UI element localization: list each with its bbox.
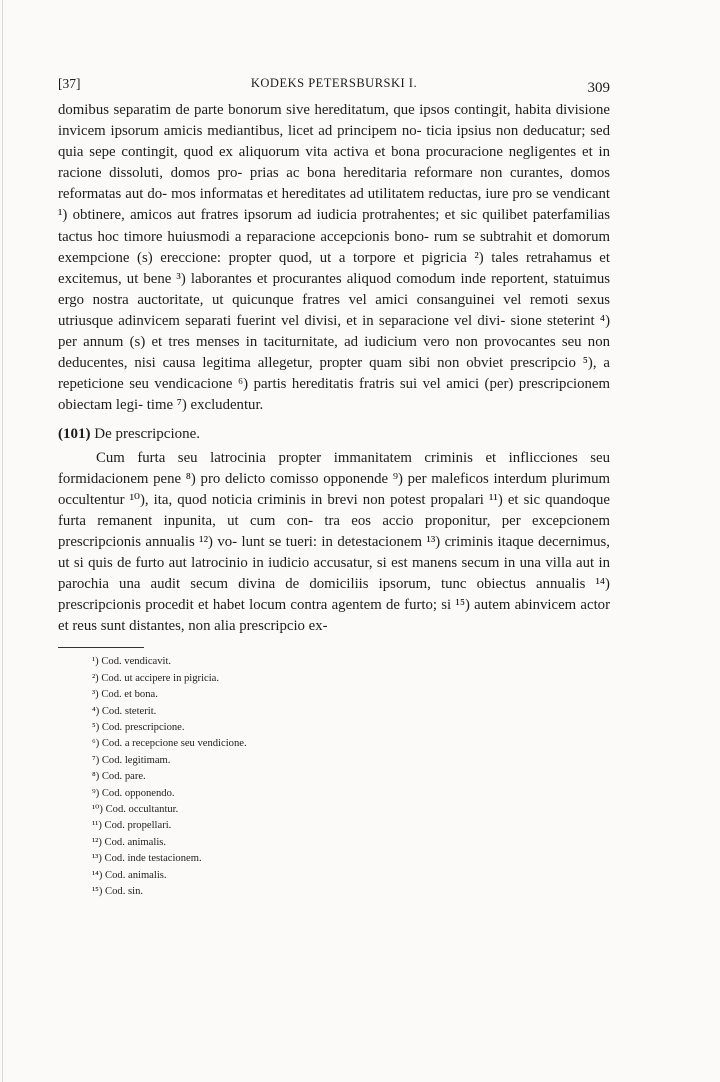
- running-header: [58, 70, 610, 96]
- text-line: paterfamilias tactus hoc timore huiusmodi a reparacione accepcionis bono-: [58, 207, 611, 245]
- text-line: sione steterint ⁴) per annum (s) et tres menses in taciturnitate, ad iudicium: [58, 312, 610, 351]
- footnote: ¹⁰) Cod. occultantur.: [92, 804, 179, 815]
- text-line: partis hereditatis fratris sui vel amici (per) prescripcionem obiectam legi-: [58, 376, 610, 414]
- text-line: vero non provocantes seu non deducentes, nisi causa legitima allegetur,: [58, 334, 610, 372]
- footnote: ¹⁴) Cod. animalis.: [92, 869, 167, 881]
- header-title: KODEKS PETERSBURSKI I.: [250, 76, 418, 90]
- text-line: a torpore et pigricia ²) tales retrahamus et excitemus, ut bene ³) laborantes: [58, 249, 610, 287]
- section-heading: [58, 424, 610, 445]
- paragraph-prescripcione: [58, 448, 610, 638]
- text-line: interdum plurimum occultentur ¹⁰), ita, quod noticia criminis in brevi non: [58, 470, 610, 508]
- text-line: potest propalari ¹¹) et sic quandoque furta remanent inpunita, ut cum con-: [58, 491, 611, 529]
- text-line: domibus separatim de parte bonorum sive hereditatum, que ipsos contingit,: [58, 102, 511, 118]
- footnote-divider: [58, 647, 144, 648]
- footnote: ⁸) Cod. pare.: [92, 771, 146, 783]
- text-line: habita divisione invicem ipsorum amicis mediantibus, licet ad principem no-: [58, 102, 610, 140]
- footnote: ¹²) Cod. animalis.: [92, 836, 167, 848]
- text-line: aut in parochia una audit secum divina de domiciliis ipsorum, tunc obiectus: [58, 554, 611, 593]
- text-line: activa et bona procuracione negligentes et in racione dissoluti, domos pro-: [58, 144, 611, 182]
- main-text: [58, 100, 610, 637]
- paragraph-continuation: [58, 100, 610, 416]
- footnote: ²) Cod. ut accipere in pigricia.: [92, 672, 220, 684]
- footnote: ¹) Cod. vendicavit.: [92, 656, 172, 668]
- footnotes: [92, 654, 610, 900]
- text-line: et procurantes aliquod comodum inde reportent, statuimus ergo nostra: [58, 270, 611, 308]
- text-line: tra eos accio proponitur, per excepcionem prescripcionis annualis ¹²) vo-: [58, 512, 611, 550]
- text-line: time ⁷) excludentur.: [146, 397, 264, 414]
- header-section-number: [37]: [58, 76, 81, 91]
- text-line: Cum furta seu latrocinia propter immanitatem criminis et inflicciones: [96, 449, 578, 466]
- footnote: ¹³) Cod. inde testacionem.: [92, 853, 202, 865]
- text-line: lunt se tueri: in detestacionem ¹³) criminis itaque decernimus, ut si quis de: [58, 533, 610, 571]
- page-number: 309: [587, 80, 610, 96]
- footnote: ¹¹) Cod. propellari.: [92, 820, 172, 832]
- text-line: mos informatas et hereditates ad utilitatem reductas, iure pro se vendicant ¹): [58, 186, 610, 224]
- section-number: (101): [58, 426, 91, 443]
- footnote: ⁷) Cod. legitimam.: [92, 754, 171, 766]
- text-line: annualis ¹⁴) prescripcionis procedit et habet locum contra agentem de furto;: [58, 576, 610, 614]
- text-line: utriusque adinvicem separati fuerint vel divisi, et in separacione vel divi-: [58, 312, 506, 329]
- text-line: propter quam sibi non obviet prescripcio ⁵), a repeticione seu vendicacione ⁶): [58, 355, 610, 393]
- book-page: [58, 70, 610, 900]
- footnote: ³) Cod. et bona.: [92, 689, 158, 701]
- footnote: ⁹) Cod. opponendo.: [92, 787, 175, 799]
- section-title: De prescripcione.: [94, 426, 201, 443]
- text-line: seu formidacionem pene ⁸) pro delicto comisso opponende ⁹) per maleficos: [58, 449, 611, 487]
- footnote: ¹⁵) Cod. sin.: [92, 886, 144, 898]
- text-line: ticia ipsius non deducatur; sed quia sepe contingit, quod ex aliquorum vita: [58, 123, 610, 161]
- text-line: si ¹⁵) autem abinvicem actor et reus sunt distantes, non alia prescripcio ex-: [58, 597, 611, 635]
- text-line: rum se subtrahit et domorum exempcione (s) ereccione: propter quod, ut: [58, 228, 610, 266]
- text-line: furto aut latrocinio in iudicio accusatur, si est manens secum in una villa: [135, 554, 572, 571]
- text-line: prias ac bona hereditaria reformare non curantes, domos reformatas aut do-: [58, 165, 611, 203]
- text-line: obtinere, amicos aut fratres ipsorum ad iudicia protrahentes; et sic quilibet: [72, 207, 528, 224]
- footnote: ⁵) Cod. prescripcione.: [92, 721, 185, 733]
- scan-margin-line: [2, 0, 3, 1082]
- text-line: auctoritate, ut quicunque fratres vel amici consanguinei vel remoti sexus: [137, 291, 610, 308]
- footnote: ⁶) Cod. a recepcione seu vendicione.: [92, 738, 247, 750]
- footnote: ⁴) Cod. steterit.: [92, 705, 157, 717]
